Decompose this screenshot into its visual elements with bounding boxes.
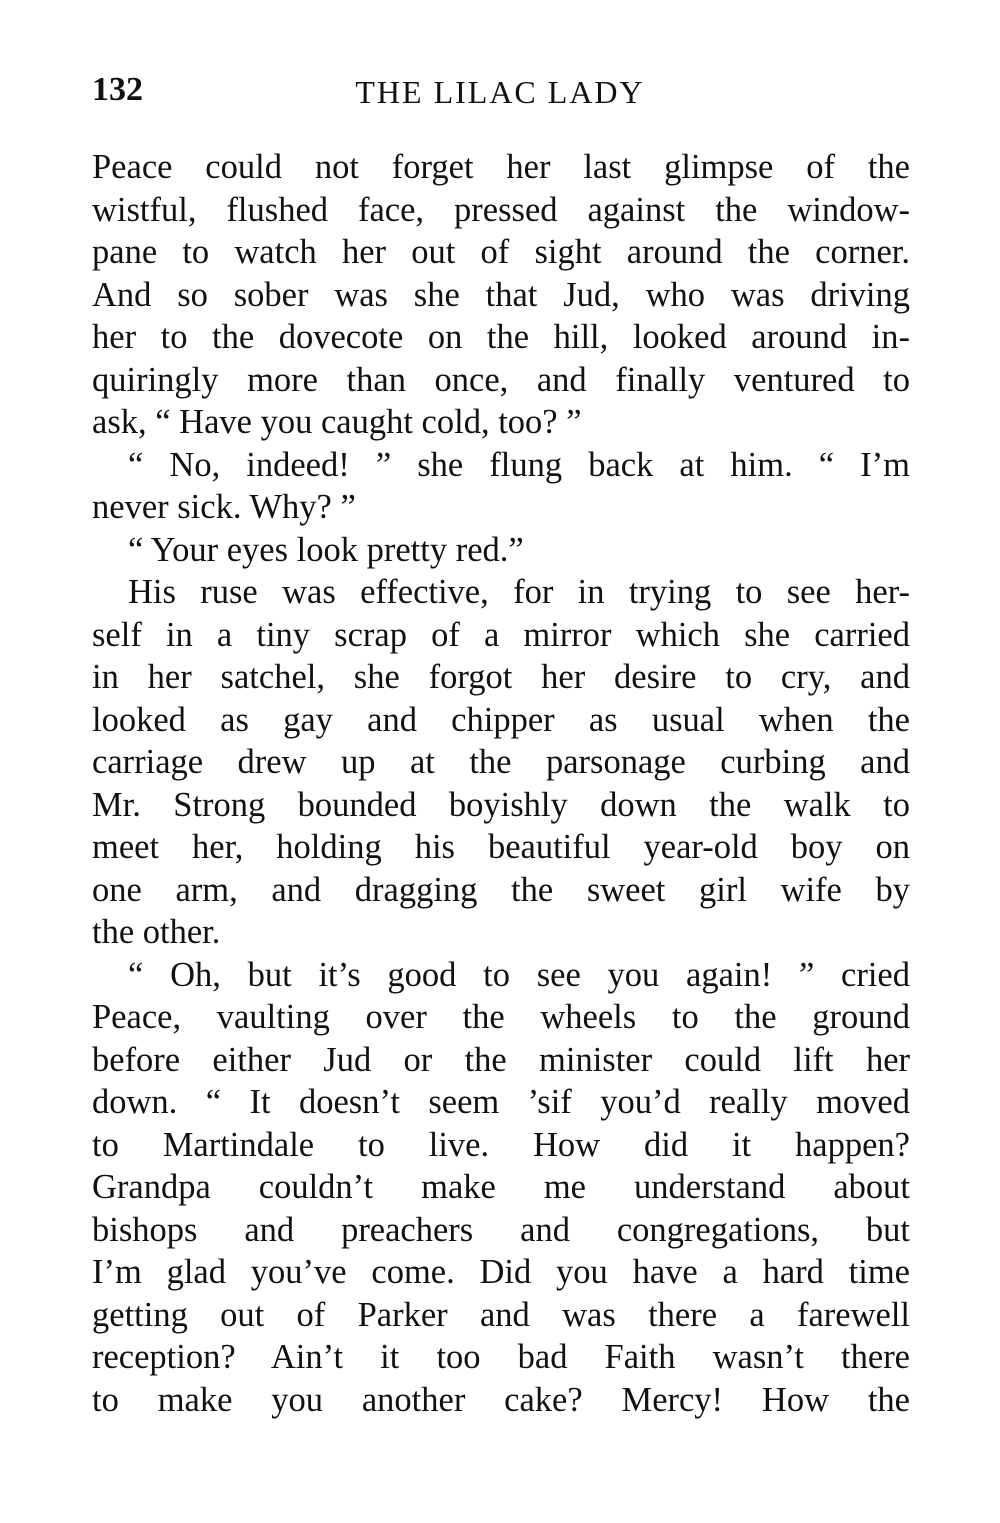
text-line: wistful, flushed face, pressed against the window-	[92, 190, 910, 229]
text-line: before either Jud or the minister could lift her	[92, 1040, 910, 1079]
text-line: meet her, holding his beautiful year-old boy on	[92, 828, 910, 866]
text-line: one arm, and dragging the sweet girl wife by	[92, 870, 910, 909]
text-line: to make you another cake? Mercy! How the	[92, 1380, 910, 1419]
text-line: down. “ It doesn’t seem ’sif you’d really moved	[92, 1083, 910, 1121]
text-line: quiringly more than once, and finally ventured to	[92, 360, 910, 399]
text-line: Mr. Strong bounded boyishly down the walk to	[92, 785, 910, 824]
text-line: the other.	[92, 913, 221, 951]
page-number: 132	[92, 71, 143, 108]
text-line: never sick. Why? ”	[92, 488, 356, 526]
text-line: And so sober was she that Jud, who was driving	[92, 275, 910, 314]
text-line: bishops and preachers and congregations, but	[92, 1210, 910, 1249]
text-line: in her satchel, she forgot her desire to cry, and	[92, 658, 910, 696]
text-line: carriage drew up at the parsonage curbing and	[92, 743, 910, 781]
text-line: getting out of Parker and was there a farewell	[92, 1295, 910, 1334]
text-line: I’m glad you’ve come. Did you have a hard time	[92, 1253, 910, 1291]
text-line: pane to watch her out of sight around the corner.	[92, 233, 910, 271]
text-line: ask, “ Have you caught cold, too? ”	[92, 403, 582, 441]
text-line: His ruse was effective, for in trying to see her-	[128, 573, 910, 611]
body-text	[92, 146, 910, 1421]
text-line: Peace could not forget her last glimpse of the	[92, 148, 910, 186]
text-line: “ No, indeed! ” she flung back at him. “ I’m	[128, 445, 910, 484]
running-title: THE LILAC LADY	[355, 74, 645, 110]
text-line: self in a tiny scrap of a mirror which she carried	[92, 615, 910, 654]
text-line: “ Oh, but it’s good to see you again! ” cried	[128, 955, 910, 994]
text-line: to Martindale to live. How did it happen?	[92, 1125, 910, 1164]
text-line: her to the dovecote on the hill, looked around in-	[92, 318, 910, 356]
text-line: “ Your eyes look pretty red.”	[128, 530, 524, 569]
text-line: Peace, vaulting over the wheels to the ground	[92, 998, 910, 1036]
text-line: reception? Ain’t it too bad Faith wasn’t there	[92, 1338, 910, 1376]
text-line: looked as gay and chipper as usual when the	[92, 700, 910, 739]
text-line: Grandpa couldn’t make me understand about	[92, 1168, 910, 1206]
